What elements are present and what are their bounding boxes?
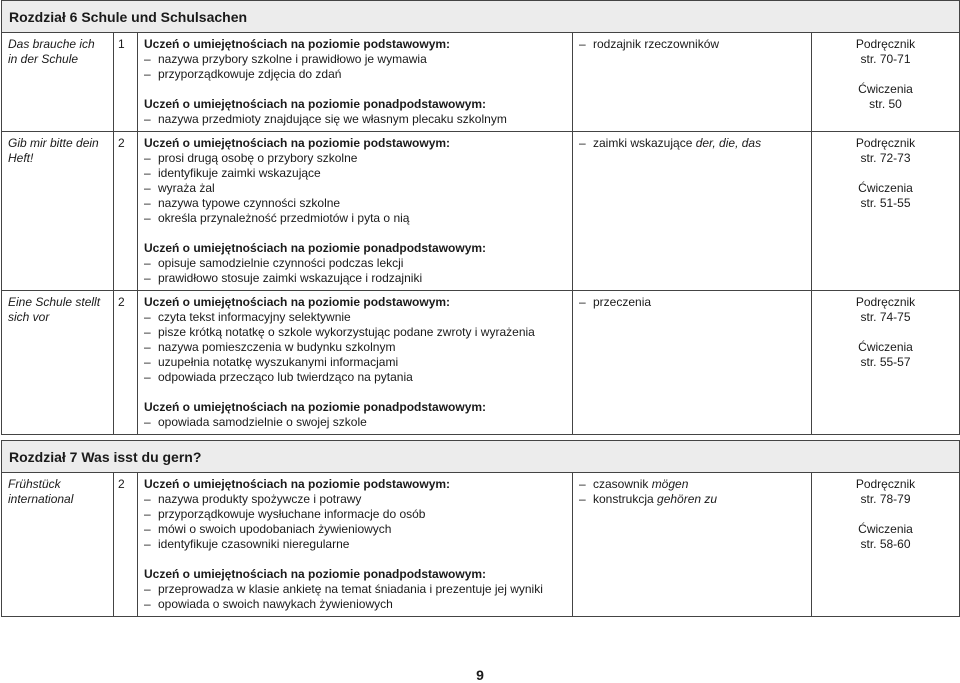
ref-label: Podręcznik <box>855 37 916 51</box>
goal-item: – nazywa produkty spożywcze i potrawy <box>144 492 566 507</box>
goal-item: – przeprowadza w klasie ankietę na temat śniadania i prezentuje jej wyniki <box>144 582 566 597</box>
goal-list <box>144 492 566 552</box>
ref-gap <box>818 507 953 522</box>
chapter-title: Rozdział 6 Schule und Schulsachen <box>2 1 960 33</box>
lesson-topic: Das brauche ich in der Schule <box>2 33 114 132</box>
goal-item: – nazywa przybory szkolne i prawidłowo je wymawia <box>144 52 566 67</box>
goal-item: – nazywa pomieszczenia w budynku szkolnym <box>144 340 566 355</box>
level-heading: Uczeń o umiejętnościach na poziomie ponadpodstawowym: <box>144 97 487 111</box>
ref-label: Ćwiczenia <box>858 181 913 195</box>
lesson-row <box>2 132 960 291</box>
ref-pages: str. 55-57 <box>860 355 911 369</box>
grammar-list <box>579 477 805 507</box>
learning-goals <box>138 33 573 132</box>
ref-label: Ćwiczenia <box>858 522 913 536</box>
goal-item: – opowiada o swoich nawykach żywieniowych <box>144 597 566 612</box>
goal-list <box>144 151 566 226</box>
goal-item: – prosi drugą osobę o przybory szkolne <box>144 151 566 166</box>
ref-pages: str. 50 <box>869 97 902 111</box>
page-references <box>812 291 960 435</box>
goal-item: – opowiada samodzielnie o swojej szkole <box>144 415 566 430</box>
level-heading: Uczeń o umiejętnościach na poziomie ponadpodstawowym: <box>144 400 487 414</box>
goal-item: – nazywa przedmioty znajdujące się we własnym plecaku szkolnym <box>144 112 566 127</box>
ref-label: Ćwiczenia <box>858 340 913 354</box>
goal-item: – pisze krótką notatkę o szkole wykorzystując podane zwroty i wyrażenia <box>144 325 566 340</box>
ref-gap <box>818 67 953 82</box>
page-references <box>812 132 960 291</box>
block-gap <box>144 82 566 97</box>
ref-pages: str. 74-75 <box>860 310 911 324</box>
grammar-text: przeczenia <box>593 295 652 309</box>
goal-item: – nazywa typowe czynności szkolne <box>144 196 566 211</box>
goal-list <box>144 310 566 385</box>
goal-item: – mówi o swoich upodobaniach żywieniowych <box>144 522 566 537</box>
ref-pages: str. 51-55 <box>860 196 911 210</box>
grammar-item <box>579 37 805 52</box>
grammar-notes <box>573 132 812 291</box>
grammar-text: rodzajnik rzeczowników <box>593 37 720 51</box>
ref-pages: str. 58-60 <box>860 537 911 551</box>
chapter-header-row <box>2 1 960 33</box>
goal-item: – przyporządkowuje wysłuchane informacje do osób <box>144 507 566 522</box>
level-heading: Uczeń o umiejętnościach na poziomie ponadpodstawowym: <box>144 241 487 255</box>
lesson-topic: Gib mir bitte dein Heft! <box>2 132 114 291</box>
level-heading: Uczeń o umiejętnościach na poziomie podstawowym: <box>144 136 451 150</box>
page-number: 9 <box>476 667 484 683</box>
ref-label: Podręcznik <box>855 477 916 491</box>
grammar-notes <box>573 291 812 435</box>
goal-item: – uzupełnia notatkę wyszukanymi informacjami <box>144 355 566 370</box>
goal-item: – przyporządkowuje zdjęcia do zdań <box>144 67 566 82</box>
grammar-list <box>579 295 805 310</box>
block-gap <box>144 552 566 567</box>
goal-list <box>144 256 566 286</box>
page-references <box>812 473 960 617</box>
lesson-hours: 2 <box>114 291 138 435</box>
grammar-text: konstrukcja <box>593 492 658 506</box>
goal-item: – odpowiada przecząco lub twierdząco na pytania <box>144 370 566 385</box>
block-gap <box>144 226 566 241</box>
goal-item: – czyta tekst informacyjny selektywnie <box>144 310 566 325</box>
learning-goals <box>138 132 573 291</box>
lesson-hours: 2 <box>114 132 138 291</box>
lesson-hours: 2 <box>114 473 138 617</box>
goal-list <box>144 415 566 430</box>
grammar-text: czasownik <box>593 477 652 491</box>
ref-label: Ćwiczenia <box>858 82 913 96</box>
level-heading: Uczeń o umiejętnościach na poziomie podstawowym: <box>144 477 451 491</box>
grammar-item <box>579 136 805 151</box>
ref-gap <box>818 325 953 340</box>
grammar-italic: gehören zu <box>657 492 718 506</box>
grammar-notes <box>573 473 812 617</box>
goal-item: – opisuje samodzielnie czynności podczas lekcji <box>144 256 566 271</box>
grammar-italic: der, die, das <box>695 136 762 150</box>
chapter-title: Rozdział 7 Was isst du gern? <box>2 441 960 473</box>
grammar-item <box>579 492 805 507</box>
level-heading: Uczeń o umiejętnościach na poziomie podstawowym: <box>144 37 451 51</box>
goal-item: – identyfikuje zaimki wskazujące <box>144 166 566 181</box>
goal-list <box>144 52 566 82</box>
ref-label: Podręcznik <box>855 136 916 150</box>
grammar-item <box>579 477 805 492</box>
level-heading: Uczeń o umiejętnościach na poziomie podstawowym: <box>144 295 451 309</box>
lesson-row <box>2 473 960 617</box>
goal-list <box>144 582 566 612</box>
goal-item: – określa przynależność przedmiotów i pyta o nią <box>144 211 566 226</box>
goal-item: – wyraża żal <box>144 181 566 196</box>
block-gap <box>144 385 566 400</box>
grammar-italic: mögen <box>651 477 689 491</box>
grammar-item <box>579 295 805 310</box>
goal-item: – prawidłowo stosuje zaimki wskazujące i rodzajniki <box>144 271 566 286</box>
learning-goals <box>138 291 573 435</box>
ref-pages: str. 78-79 <box>860 492 911 506</box>
curriculum-table <box>1 0 960 617</box>
grammar-text: zaimki wskazujące <box>593 136 696 150</box>
ref-pages: str. 72-73 <box>860 151 911 165</box>
grammar-notes <box>573 33 812 132</box>
lesson-hours: 1 <box>114 33 138 132</box>
ref-label: Podręcznik <box>855 295 916 309</box>
lesson-topic: Eine Schule stellt sich vor <box>2 291 114 435</box>
page-references <box>812 33 960 132</box>
goal-list <box>144 112 566 127</box>
chapter-header-row <box>2 441 960 473</box>
grammar-list <box>579 37 805 52</box>
ref-gap <box>818 166 953 181</box>
goal-item: – identyfikuje czasowniki nieregularne <box>144 537 566 552</box>
grammar-list <box>579 136 805 151</box>
lesson-topic: Frühstück international <box>2 473 114 617</box>
lesson-row <box>2 291 960 435</box>
lesson-row <box>2 33 960 132</box>
level-heading: Uczeń o umiejętnościach na poziomie ponadpodstawowym: <box>144 567 487 581</box>
learning-goals <box>138 473 573 617</box>
ref-pages: str. 70-71 <box>860 52 911 66</box>
